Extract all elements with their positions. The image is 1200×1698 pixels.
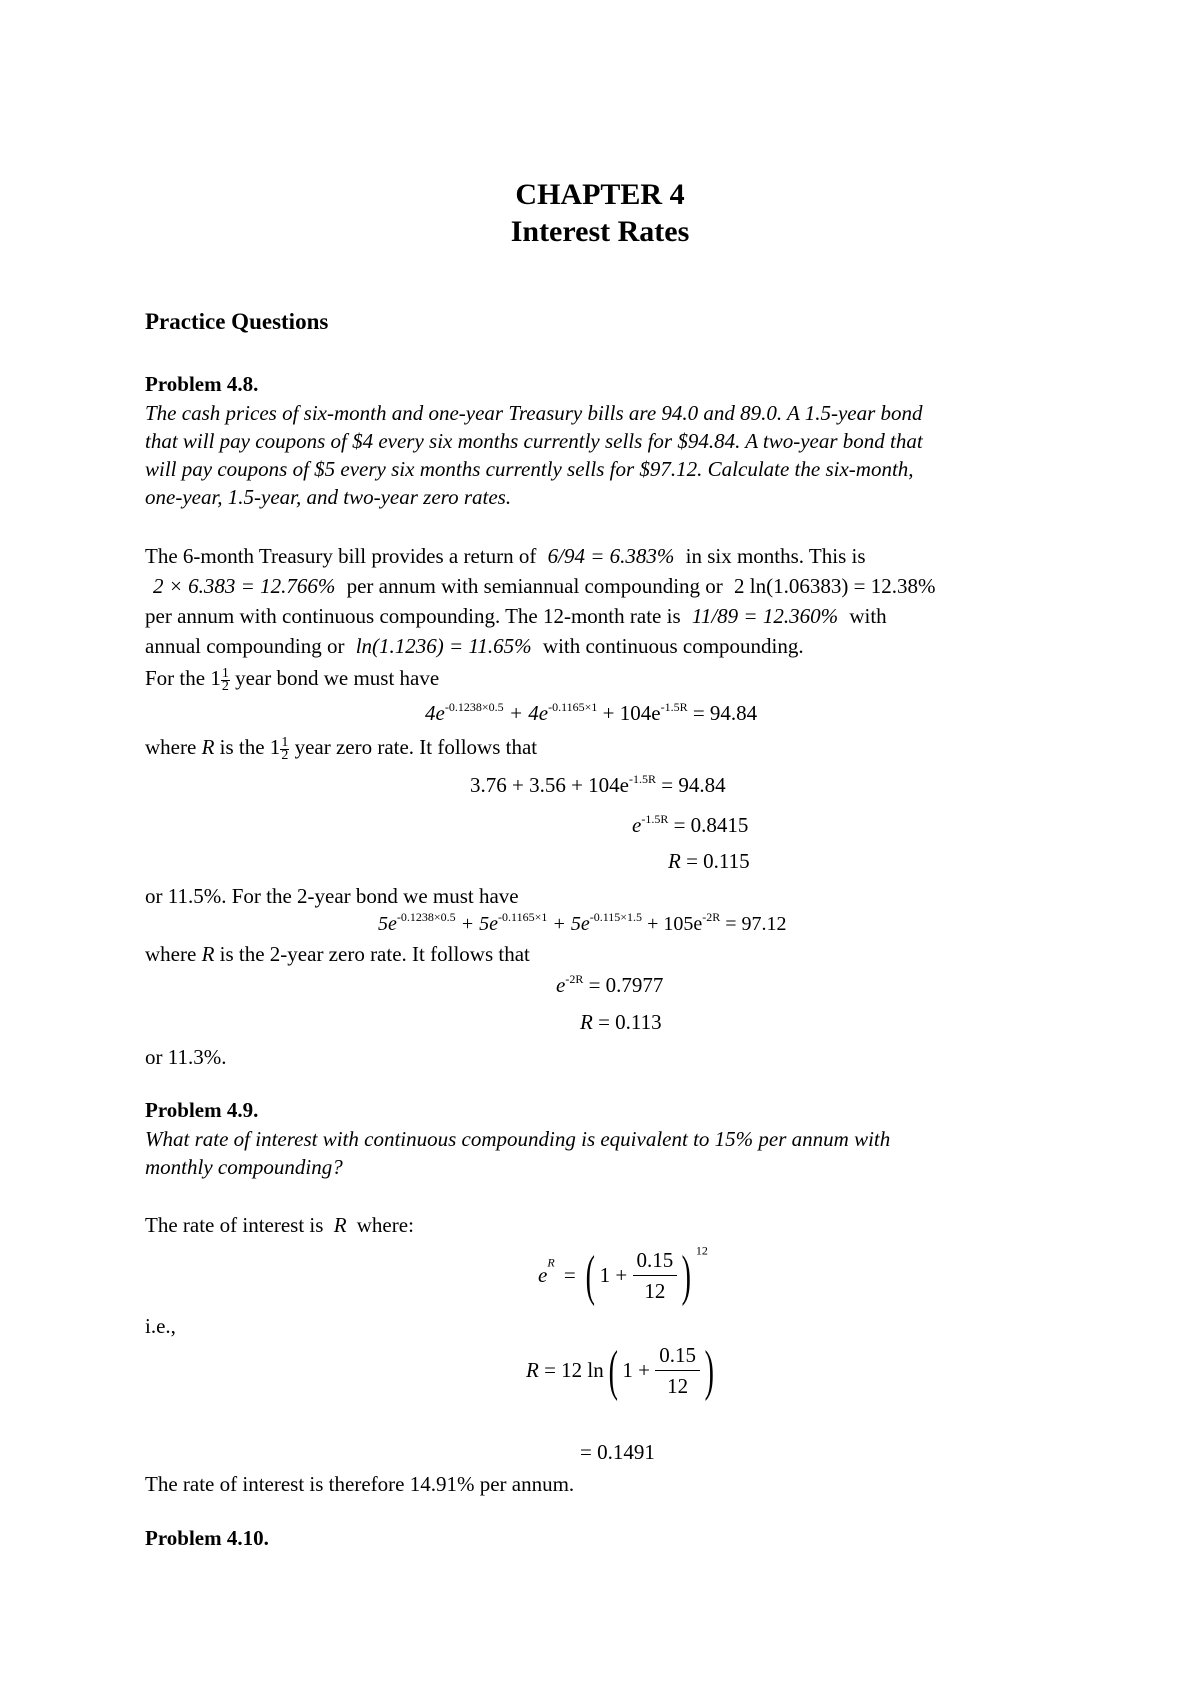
left-paren: ( bbox=[585, 1244, 596, 1307]
answer-text: The rate of interest is bbox=[145, 1213, 324, 1237]
problem-4-10-heading: Problem 4.10. bbox=[145, 1526, 269, 1550]
eq-exponent: -0.115×1.5 bbox=[589, 910, 643, 924]
section-heading: Practice Questions bbox=[145, 309, 329, 334]
answer-text: in six months. This is bbox=[685, 544, 866, 568]
equation-result: = 0.1491 bbox=[580, 1440, 655, 1464]
answer-4-9-conclusion: The rate of interest is therefore 14.91% per annum. bbox=[145, 1472, 575, 1496]
eq-rhs: = 0.113 bbox=[598, 1010, 662, 1034]
eq-exponent: -2R bbox=[702, 910, 721, 924]
answer-text: with bbox=[849, 604, 887, 628]
answer-text: per annum with continuous compounding. The 12-month rate is bbox=[145, 604, 681, 628]
eq-exponent: -0.1238×0.5 bbox=[444, 700, 504, 714]
right-paren: ) bbox=[681, 1244, 692, 1307]
eq-term: + 5e bbox=[460, 913, 499, 935]
answer-text: annual compounding or bbox=[145, 634, 345, 658]
eq-rhs: = 94.84 bbox=[692, 701, 758, 725]
variable-r: R bbox=[580, 1010, 593, 1034]
fraction-half bbox=[280, 734, 289, 763]
eq-term: e bbox=[538, 1263, 548, 1287]
eq-term: + 105e bbox=[647, 913, 703, 935]
fraction-denominator: 2 bbox=[281, 747, 289, 763]
eq-exponent: -1.5R bbox=[629, 772, 657, 786]
eq-term: 4e bbox=[425, 701, 445, 725]
eq-term: e bbox=[556, 973, 566, 997]
problem-4-8-heading: Problem 4.8. bbox=[145, 372, 259, 396]
problem-4-8-question-line-2: that will pay coupons of $4 every six months currently sells for $94.84. A two-year bond that bbox=[145, 429, 923, 453]
fraction-denominator: 2 bbox=[221, 678, 229, 694]
answer-line-7: or 11.5%. For the 2-year bond we must have bbox=[145, 884, 519, 908]
equation-monthly bbox=[538, 1245, 708, 1315]
equation-6 bbox=[556, 973, 663, 998]
answer-line-8 bbox=[145, 940, 530, 968]
problem-4-9-question-line-2: monthly compounding? bbox=[145, 1155, 343, 1179]
fraction-denominator: 12 bbox=[644, 1279, 666, 1303]
eq-rhs: = 0.7977 bbox=[588, 973, 664, 997]
answer-text: For the 1 bbox=[145, 666, 221, 690]
eq-term: e bbox=[632, 813, 642, 837]
answer-text: where: bbox=[356, 1213, 414, 1237]
variable-r: R bbox=[201, 942, 215, 966]
variable-r: R bbox=[201, 735, 215, 759]
eq-term: = 12 ln bbox=[544, 1358, 604, 1382]
problem-4-9-heading: Problem 4.9. bbox=[145, 1098, 259, 1122]
eq-exponent: R bbox=[547, 1255, 555, 1270]
answer-text: is the 2-year zero rate. It follows that bbox=[219, 942, 530, 966]
fraction-numerator: 0.15 bbox=[655, 1340, 700, 1371]
fraction-numerator: 1 bbox=[281, 734, 289, 750]
answer-text: is the 1 bbox=[219, 735, 281, 759]
answer-text: with continuous compounding. bbox=[542, 634, 804, 658]
equation-bond-2yr bbox=[378, 910, 787, 936]
chapter-title: CHAPTER 4 bbox=[515, 178, 685, 211]
eq-term: + 4e bbox=[508, 701, 549, 725]
ie-label: i.e., bbox=[145, 1314, 176, 1338]
answer-text: where bbox=[145, 735, 197, 759]
answer-expression: ln(1.1236) = 11.65% bbox=[355, 634, 532, 658]
equation-7 bbox=[580, 1010, 662, 1035]
eq-rhs: = 0.8415 bbox=[673, 813, 749, 837]
fraction-numerator: 1 bbox=[221, 665, 229, 681]
eq-term: + 104e bbox=[602, 701, 661, 725]
eq-rhs: = 94.84 bbox=[661, 773, 726, 797]
variable-r: R bbox=[333, 1213, 347, 1237]
eq-exponent: -2R bbox=[565, 972, 584, 986]
equation-bond-1-5yr bbox=[425, 701, 757, 726]
problem-4-8-question-line-3: will pay coupons of $5 every six months currently sells for $97.12. Calculate the six-month, bbox=[145, 457, 914, 481]
eq-rhs: = 0.115 bbox=[686, 849, 750, 873]
answer-line-4 bbox=[145, 632, 804, 660]
answer-text: year zero rate. It follows that bbox=[294, 735, 538, 759]
answer-line-3 bbox=[145, 602, 887, 630]
problem-4-8-question-line-1: The cash prices of six-month and one-year Treasury bills are 94.0 and 89.0. A 1.5-year bond bbox=[145, 401, 923, 425]
problem-4-8-question-line-4: one-year, 1.5-year, and two-year zero rates. bbox=[145, 485, 512, 509]
eq-sign: = bbox=[563, 1263, 576, 1287]
eq-exponent: -0.1165×1 bbox=[498, 910, 548, 924]
eq-term: 5e bbox=[378, 913, 397, 935]
eq-term: + 5e bbox=[552, 913, 590, 935]
fraction-numerator: 0.15 bbox=[633, 1245, 678, 1276]
eq-exponent: -1.5R bbox=[660, 700, 688, 714]
fraction-half bbox=[221, 665, 230, 694]
problem-4-9-question-line-1: What rate of interest with continuous compounding is equivalent to 15% per annum with bbox=[145, 1127, 891, 1151]
eq-term: 1 + bbox=[599, 1263, 628, 1287]
chapter-subtitle: Interest Rates bbox=[510, 215, 690, 248]
left-paren: ( bbox=[608, 1339, 618, 1402]
answer-line-9: or 11.3%. bbox=[145, 1045, 227, 1069]
equation-4 bbox=[668, 849, 750, 874]
fraction bbox=[655, 1340, 700, 1401]
equation-ln bbox=[526, 1340, 719, 1410]
answer-line-1 bbox=[145, 542, 866, 570]
variable-r: R bbox=[526, 1358, 539, 1382]
fraction bbox=[633, 1245, 678, 1306]
answer-line-6 bbox=[145, 733, 537, 762]
answer-4-9-line-1 bbox=[145, 1211, 414, 1239]
answer-text: where bbox=[145, 942, 197, 966]
answer-text: year bond we must have bbox=[235, 666, 440, 690]
eq-exponent: -0.1165×1 bbox=[548, 700, 598, 714]
fraction-denominator: 12 bbox=[667, 1374, 689, 1398]
answer-expression: 11/89 = 12.360% bbox=[691, 604, 839, 628]
answer-text: per annum with semiannual compounding or bbox=[346, 574, 723, 598]
eq-term: 3.76 + 3.56 + 104e bbox=[470, 773, 630, 797]
answer-expression: 2 ln(1.06383) = 12.38% bbox=[734, 574, 936, 598]
answer-expression: 6/94 = 6.383% bbox=[547, 544, 675, 568]
eq-exponent: -1.5R bbox=[641, 812, 669, 826]
answer-expression: 2 × 6.383 = 12.766% bbox=[153, 574, 336, 598]
eq-term: 1 + bbox=[622, 1358, 651, 1382]
answer-line-5 bbox=[145, 664, 439, 693]
variable-r: R bbox=[668, 849, 681, 873]
eq-exponent: 12 bbox=[695, 1243, 708, 1258]
equation-2 bbox=[470, 773, 726, 798]
eq-rhs: = 97.12 bbox=[725, 913, 787, 935]
eq-exponent: -0.1238×0.5 bbox=[396, 910, 456, 924]
answer-line-2 bbox=[145, 572, 935, 600]
equation-3 bbox=[632, 813, 748, 838]
answer-text: The 6-month Treasury bill provides a return of bbox=[145, 544, 537, 568]
right-paren: ) bbox=[704, 1339, 715, 1402]
